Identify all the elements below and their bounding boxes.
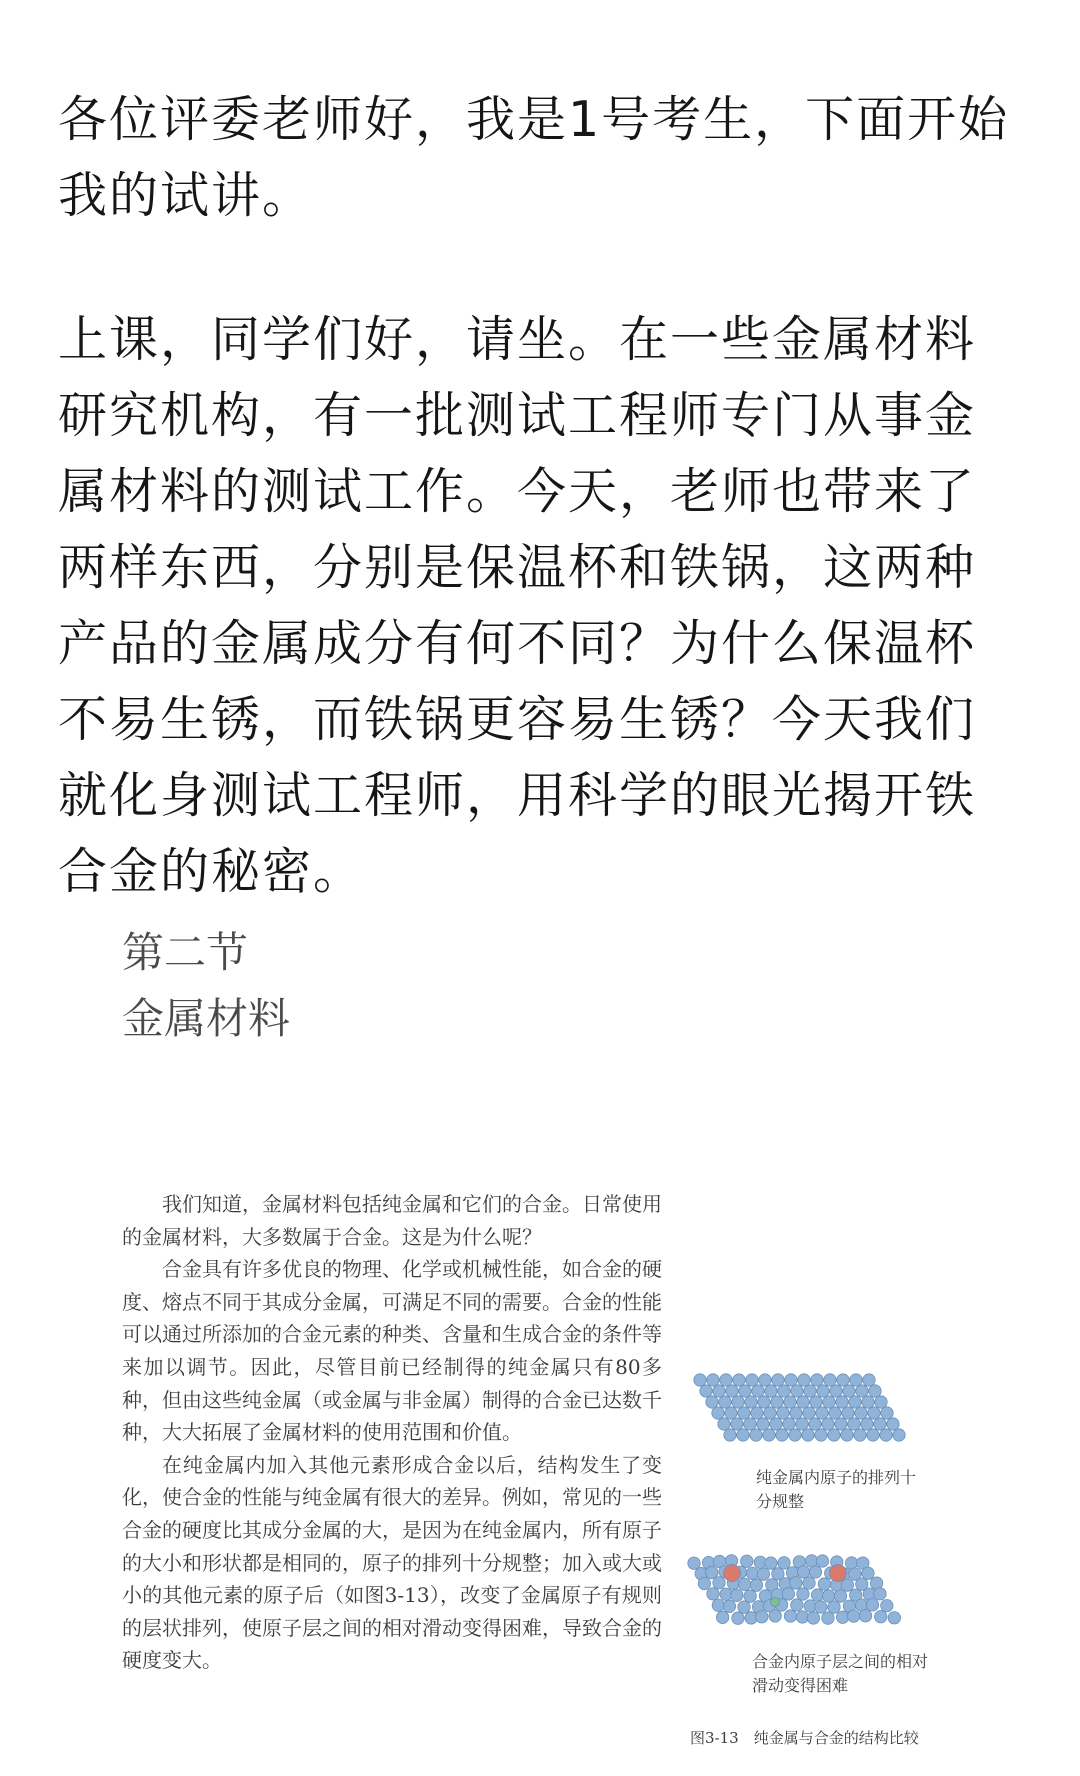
atom [881, 1599, 893, 1611]
atom [688, 1557, 700, 1569]
atom [694, 1374, 706, 1386]
atom [778, 1557, 790, 1569]
textbook-paragraph: 我们知道，金属材料包括纯金属和它们的合金。日常使用的金属材料，大多数属于合金。这是为什么呢？ [122, 1192, 662, 1249]
atom [791, 1385, 803, 1397]
atom-structure-figure [680, 1350, 950, 1770]
atom [744, 1418, 756, 1430]
atom [739, 1385, 751, 1397]
atom [816, 1407, 828, 1419]
atom [746, 1374, 758, 1386]
atom [834, 1590, 846, 1602]
atom [810, 1396, 822, 1408]
alloy-caption: 合金内原子层之间的相对滑动变得困难 [752, 1652, 929, 1695]
atom [803, 1407, 815, 1419]
atom [880, 1429, 892, 1441]
atom [830, 1385, 842, 1397]
atom [818, 1578, 830, 1590]
atom [868, 1407, 880, 1419]
atom [783, 1418, 795, 1430]
atom [869, 1385, 881, 1397]
intro-paragraph-2: 上课，同学们好，请坐。在一些金属材料研究机构，有一批测试工程师专门从事金属材料的测试工作。今天，老师也带来了两样东西，分别是保温杯和铁锅，这两种产品的金属成分有何不同？为什么保温杯不易生锈，而铁锅更容易生锈？今天我们就化身测试工程师，用科学的眼光揭开铁合金的秘密。 [58, 311, 977, 900]
atom [796, 1611, 808, 1623]
atom [764, 1407, 776, 1419]
atom [836, 1396, 848, 1408]
atom [804, 1385, 816, 1397]
atom [778, 1385, 790, 1397]
atom [861, 1418, 873, 1430]
atom [811, 1589, 823, 1601]
section-title: 金属材料 [122, 994, 291, 1043]
atom [866, 1599, 878, 1611]
atom [837, 1374, 849, 1386]
atom [758, 1396, 770, 1408]
atom [797, 1588, 809, 1600]
atom [859, 1610, 871, 1622]
atom [745, 1396, 757, 1408]
atom [718, 1418, 730, 1430]
atom [763, 1429, 775, 1441]
figure-caption: 图3-13 纯金属与合金的结构比较 [690, 1729, 919, 1747]
textbook-paragraph: 在纯金属内加入其他元素形成合金以后，结构发生了变化，使合金的性能与纯金属有很大的差异。例如，常见的一些合金的硬度比其成分金属的大，是因为在纯金属内，所有原子的大小和形状都是相同的，原子的排列十分规整；加入或大或小的其他元素的原子后（如图3-13），改变了金属原子有规则的层状排列，使原子层之间的相对滑动变得困难，导致合金的硬度变大。 [122, 1452, 662, 1673]
atom [784, 1610, 796, 1622]
atom [790, 1407, 802, 1419]
atom [803, 1577, 815, 1589]
atom [765, 1385, 777, 1397]
atom [757, 1418, 769, 1430]
atom [706, 1566, 718, 1578]
atom [769, 1610, 781, 1622]
atom [856, 1385, 868, 1397]
atom [855, 1407, 867, 1419]
atom [777, 1407, 789, 1419]
atom [784, 1396, 796, 1408]
atom [823, 1396, 835, 1408]
atom [713, 1385, 725, 1397]
atom [874, 1418, 886, 1430]
atom [797, 1566, 809, 1578]
atom [752, 1385, 764, 1397]
atom [843, 1385, 855, 1397]
atom [836, 1611, 848, 1623]
large-foreign-atom [724, 1565, 741, 1582]
textbook-body [122, 1188, 662, 1677]
atom [802, 1429, 814, 1441]
atom [738, 1578, 750, 1590]
atom [750, 1429, 762, 1441]
atom [848, 1418, 860, 1430]
alloy-lattice [688, 1555, 901, 1625]
atom [785, 1374, 797, 1386]
atom [716, 1611, 728, 1623]
atom [790, 1577, 802, 1589]
atom [776, 1429, 788, 1441]
small-foreign-atom [771, 1598, 780, 1607]
atom [822, 1418, 834, 1430]
atom [731, 1418, 743, 1430]
atom [707, 1374, 719, 1386]
atom [751, 1407, 763, 1419]
atom [862, 1567, 874, 1579]
atom [733, 1374, 745, 1386]
atom [738, 1601, 750, 1613]
atom [771, 1396, 783, 1408]
atom [770, 1418, 782, 1430]
atom [707, 1588, 719, 1600]
atom [850, 1374, 862, 1386]
atom [797, 1396, 809, 1408]
atom [796, 1418, 808, 1430]
atom [893, 1429, 905, 1441]
atom [756, 1611, 768, 1623]
atom [724, 1429, 736, 1441]
atom [720, 1374, 732, 1386]
atom [816, 1555, 828, 1567]
atom [746, 1567, 758, 1579]
atom [888, 1612, 900, 1624]
atom [750, 1579, 762, 1591]
atom [822, 1612, 834, 1624]
atom [874, 1588, 886, 1600]
atom [881, 1407, 893, 1419]
atom [815, 1601, 827, 1613]
atom [815, 1429, 827, 1441]
textbook-paragraph: 合金具有许多优良的物理、化学或机械性能，如合金的硬度、熔点不同于其成分金属，可满足不同的需要。合金的性能可以通过所添加的合金元素的种类、含量和生成合金的条件等来加以调节。因此，尽管目前已经制得的纯金属只有80多种，但由这些纯金属（或金属与非金属）制得的合金已达数千种，大大拓展了金属材料的使用范围和价值。 [122, 1257, 662, 1445]
atom [759, 1374, 771, 1386]
atom [835, 1418, 847, 1430]
pure-metal-caption: 纯金属内原子的排列十分规整 [756, 1468, 917, 1511]
atom [829, 1407, 841, 1419]
pure-metal-lattice [694, 1374, 905, 1441]
atom [828, 1429, 840, 1441]
atom [712, 1407, 724, 1419]
atom [712, 1599, 724, 1611]
atom [738, 1407, 750, 1419]
atom [765, 1557, 777, 1569]
atom [817, 1385, 829, 1397]
atom [713, 1577, 725, 1589]
atom [772, 1374, 784, 1386]
atom [698, 1577, 710, 1589]
atom [700, 1385, 712, 1397]
atom [875, 1396, 887, 1408]
atom [845, 1557, 857, 1569]
atom [731, 1589, 743, 1601]
atom [875, 1610, 887, 1622]
atom [791, 1599, 803, 1611]
atom [732, 1396, 744, 1408]
atom [706, 1396, 718, 1408]
atom [842, 1407, 854, 1419]
atom [824, 1374, 836, 1386]
atom [757, 1568, 769, 1580]
atom [744, 1590, 756, 1602]
large-foreign-atom [830, 1565, 847, 1582]
atom [887, 1418, 899, 1430]
atom [809, 1566, 821, 1578]
atom [723, 1600, 735, 1612]
atom [798, 1374, 810, 1386]
atom [732, 1612, 744, 1624]
atom [849, 1396, 861, 1408]
atom [811, 1374, 823, 1386]
atom [737, 1429, 749, 1441]
section-number: 第二节 [122, 928, 249, 977]
intro-paragraph-1: 各位评委老师好，我是1号考生，下面开始我的试讲。 [58, 91, 1010, 224]
atom [807, 1612, 819, 1624]
atom [822, 1590, 834, 1602]
atom [719, 1396, 731, 1408]
atom [828, 1601, 840, 1613]
atom [847, 1610, 859, 1622]
atom [741, 1555, 753, 1567]
section-heading [122, 920, 290, 1052]
atom [854, 1429, 866, 1441]
atom [725, 1407, 737, 1419]
atom [789, 1429, 801, 1441]
atom [841, 1579, 853, 1591]
atom [862, 1396, 874, 1408]
atom [867, 1429, 879, 1441]
atom [782, 1588, 794, 1600]
atom [863, 1374, 875, 1386]
atom [841, 1429, 853, 1441]
atom [809, 1418, 821, 1430]
atom [726, 1385, 738, 1397]
